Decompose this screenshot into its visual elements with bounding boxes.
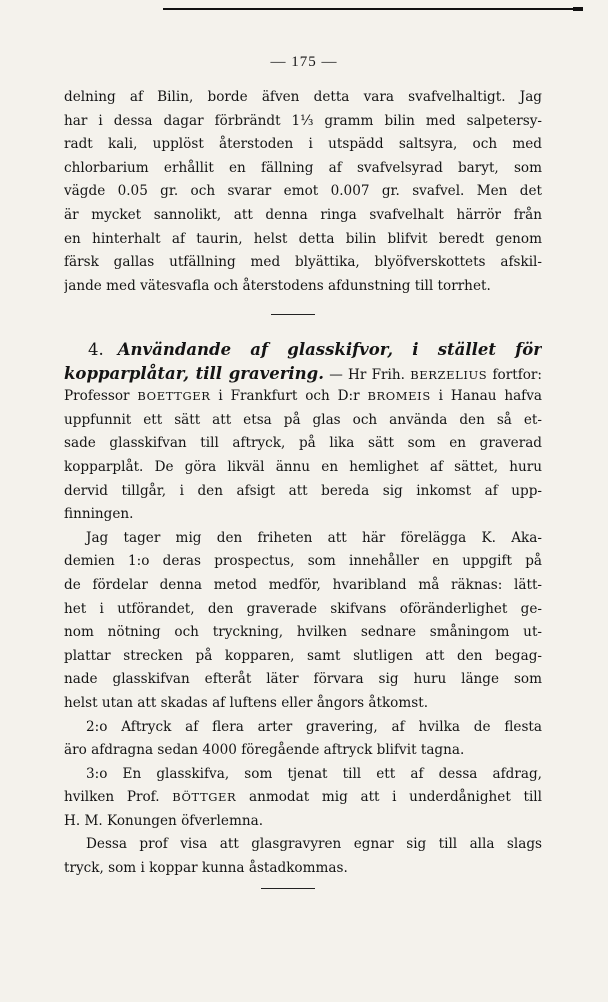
- text-fragment: hvilken Prof.: [64, 789, 173, 806]
- section-heading: [64, 338, 542, 362]
- section-divider: [271, 314, 315, 315]
- name-boettger: BOETTGER: [137, 389, 211, 404]
- text-line: dervid tillgår, i den afsigt att bereda sig inkomst af upp-: [64, 482, 542, 499]
- paragraph-bilin: [64, 86, 542, 298]
- text-line: nom nötning och tryckning, hvilken sednare småningom ut-: [64, 624, 542, 641]
- text-line: Dessa prof visa att glasgravyren egnar sig till alla slags: [86, 836, 542, 853]
- text-line: färsk gallas utfällning med blyättika, blyöfverskottets afskil-: [64, 254, 542, 271]
- section-number: 4.: [88, 340, 104, 359]
- text-line: het i utförandet, den graverade skifvans oföränderlighet ge-: [64, 600, 542, 617]
- text-line: nade glasskifvan efteråt läter förvara sig huru länge som: [64, 671, 542, 688]
- dash-text: — Hr Frih.: [323, 366, 411, 383]
- text-line: delning af Bilin, borde äfven detta vara svafvelhaltigt. Jag: [64, 89, 542, 105]
- header-rule: [163, 8, 583, 10]
- page-number: — 175 —: [270, 54, 338, 70]
- text-line: jande med vätesvafla och återstodens afdunstning till torrhet.: [64, 277, 491, 294]
- text-fragment: fortfor:: [487, 366, 542, 383]
- section-glasskifvor: [64, 338, 542, 881]
- text-line: H. M. Konungen öfverlemna.: [64, 812, 264, 829]
- text-line: en hinterhalt af taurin, helst detta bilin blifvit beredt genom: [64, 230, 542, 247]
- text-line: plattar strecken på kopparen, samt slutligen att den begag-: [64, 647, 542, 664]
- section-title-cont: kopparplåtar, till gravering.: [64, 363, 324, 383]
- text-fragment: i Hanau hafva: [430, 388, 542, 405]
- text-line: kopparplåt. De göra likväl ännu en hemlighet af sättet, huru: [64, 458, 542, 475]
- text-line: [64, 385, 542, 409]
- end-divider: [261, 888, 315, 889]
- text-line: tryck, som i koppar kunna åstadkommas.: [64, 860, 348, 877]
- text-line: [64, 362, 542, 386]
- text-line: 2:o Aftryck af flera arter gravering, af hvilka de flesta: [86, 718, 542, 735]
- name-bottger: BÖTTGER: [172, 790, 237, 805]
- text-line: finningen.: [64, 506, 134, 523]
- text-line: är mycket sannolikt, att denna ringa svafvelhalt härrör från: [64, 206, 542, 223]
- text-line: [64, 786, 542, 810]
- text-fragment: anmodat mig att i underdånighet till: [236, 789, 542, 806]
- text-line: har i dessa dagar förbrändt 1⅓ gramm bilin med salpetersy-: [64, 112, 542, 129]
- text-fragment: i Frankfurt och D:r: [210, 388, 368, 405]
- text-fragment: Professor: [64, 388, 138, 405]
- text-line: de fördelar denna metod medför, hvaribland må räknas: lätt-: [64, 576, 542, 593]
- text-line: helst utan att skadas af luftens eller ångors åtkomst.: [64, 694, 429, 711]
- section-title: Användande af glasskifvor, i stället för: [117, 340, 542, 359]
- text-line: uppfunnit ett sätt att etsa på glas och använda den så et-: [64, 411, 542, 428]
- text-line: äro afdragna sedan 4000 föregående aftryck blifvit tagna.: [64, 742, 465, 759]
- text-line: radt kali, upplöst återstoden i utspädd saltsyra, och med: [64, 136, 542, 153]
- text-line: sade glasskifvan till aftryck, på lika sätt som en graverad: [64, 435, 542, 452]
- name-bromeis: BROMEIS: [367, 389, 431, 404]
- text-line: demien 1:o deras prospectus, som innehåller en uppgift på: [64, 553, 542, 570]
- text-line: chlorbarium erhållit en fällning af svafvelsyrad baryt, som: [64, 159, 542, 176]
- text-line: Jag tager mig den friheten att här förelägga K. Aka-: [86, 529, 542, 546]
- text-line: vägde 0.05 gr. och svarar emot 0.007 gr. svafvel. Men det: [64, 183, 542, 200]
- text-line: 3:o En glasskifva, som tjenat till ett af dessa afdrag,: [86, 765, 542, 782]
- name-berzelius: BERZELIUS: [410, 367, 488, 382]
